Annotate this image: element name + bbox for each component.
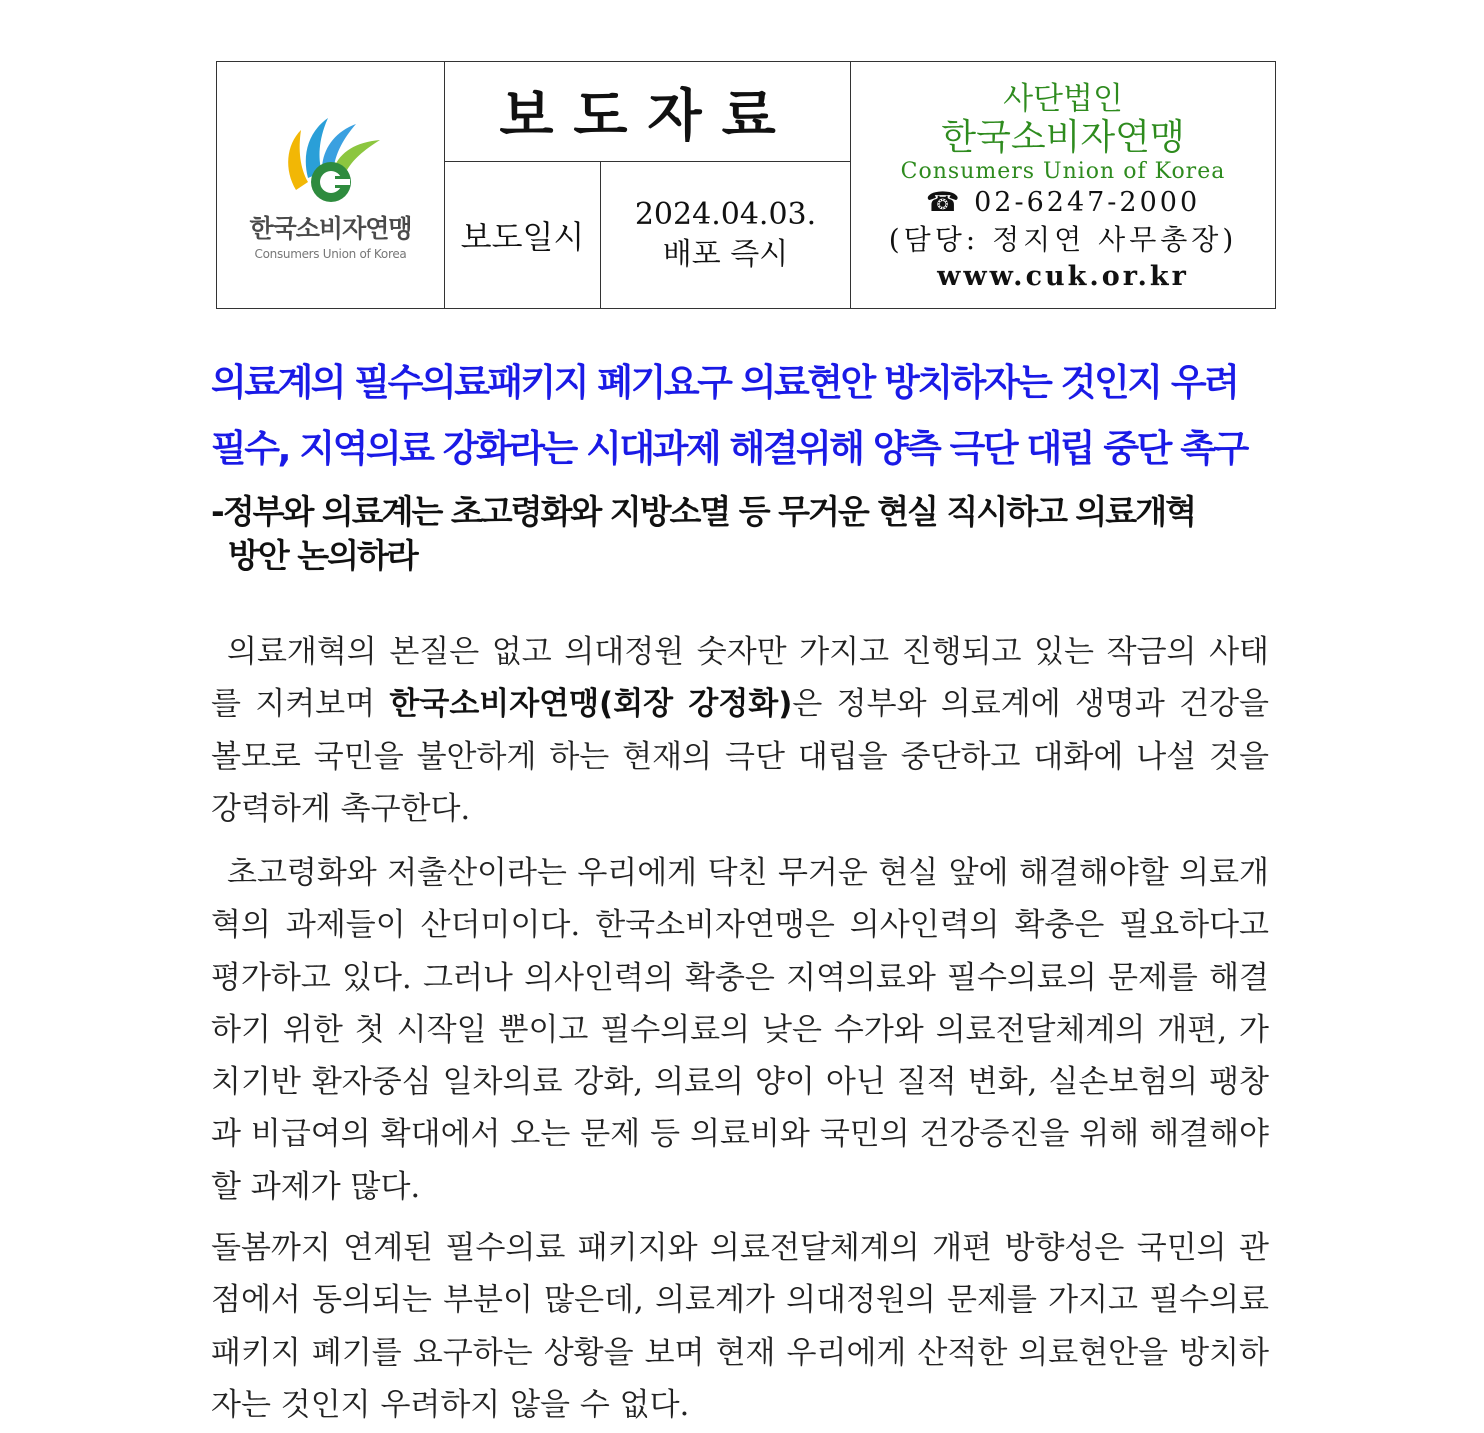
logo-name-en: Consumers Union of Korea bbox=[254, 246, 407, 261]
logo-name-kr: 한국소비자연맹 bbox=[249, 213, 412, 243]
release-note: 배포 즉시 bbox=[662, 237, 789, 272]
org-contact: (담당: 정지연 사무총장) bbox=[888, 223, 1238, 256]
headline-line-2: 필수, 지역의료 강화라는 시대과제 해결위해 양측 극단 대립 중단 촉구 bbox=[211, 427, 1247, 470]
subheadline-line-1: -정부와 의료계는 초고령화와 지방소멸 등 무거운 현실 직시하고 의료개혁 bbox=[211, 492, 1195, 531]
paragraph-2: 초고령화와 저출산이라는 우리에게 닥친 무거운 현실 앞에 해결해야할 의료개혁의 과제들이 산더미이다. 한국소비자연맹은 의사인력의 확충은 필요하다고 평가하고 있다. 그러나 의사인력의 확충은 지역의료와 필수의료의 문제를 해결하기 위한 첫 시작일 뿐이고 필수의료의 낮은 수가와 의료전달체계의 개편, 가치기반 환자중심 일차의료 강화, 의료의 양이 아닌 질적 변화, 실손보험의 팽창과 비급여의 확대에서 오는 문제 등 의료비와 국민의 건강증진을 위해 해결해야 할 과제가 많다. bbox=[211, 855, 1269, 1205]
org-phone: ☎ 02-6247-2000 bbox=[925, 187, 1201, 218]
paragraph-1-text-a: 의료개혁의 본질은 없고 의대정원 숫자만 가지고 진행되고 있는 작금의 사태를 지켜보며 bbox=[211, 634, 1269, 723]
release-label: 보도일시 bbox=[445, 162, 601, 309]
paragraph-3: 돌봄까지 연계된 필수의료 패키지와 의료전달체계의 개편 방향성은 국민의 관점에서 동의되는 부분이 많은데, 의료계가 의대정원의 문제를 가지고 필수의료 패키지 폐기를 요구하는 상황을 보며 현재 우리에게 산적한 의료현안을 방치하자는 것인지 우려하지 않을 수 없다. bbox=[211, 1230, 1269, 1423]
org-name: 한국소비자연맹 bbox=[941, 117, 1185, 158]
org-name-en: Consumers Union of Korea bbox=[900, 159, 1226, 184]
org-info bbox=[851, 62, 1276, 309]
release-date: 2024.04.03. bbox=[634, 197, 817, 232]
subheadline bbox=[211, 490, 1281, 578]
headline-line-1: 의료계의 필수의료패키지 폐기요구 의료현안 방치하자는 것인지 우려 bbox=[211, 361, 1238, 404]
org-website: www.cuk.or.kr bbox=[937, 261, 1189, 292]
doc-title: 보도자료 bbox=[445, 62, 851, 162]
org-type: 사단법인 bbox=[1003, 81, 1123, 117]
logo bbox=[217, 62, 445, 309]
subheadline-line-2: 방안 논의하라 bbox=[228, 536, 417, 575]
paragraph-1-bold: 한국소비자연맹(회장 강정화) bbox=[389, 686, 793, 723]
cuk-logo-icon bbox=[276, 110, 386, 205]
paragraph-1-text-b: 은 정부와 의료계에 생명과 건강을 볼모로 국민을 불안하게 하는 현재의 극단 대립을 중단하고 대화에 나설 것을 강력하게 촉구한다. bbox=[211, 686, 1269, 827]
release-info bbox=[601, 162, 851, 309]
paragraph-1 bbox=[211, 626, 1269, 835]
header-table bbox=[216, 61, 1276, 309]
